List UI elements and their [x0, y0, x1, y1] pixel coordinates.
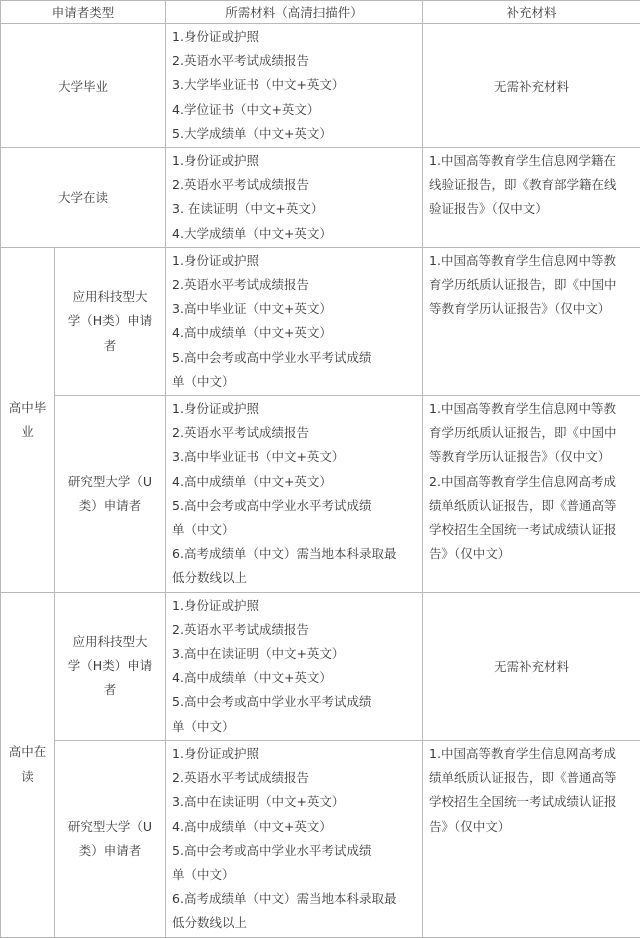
- supplement-line: 1.中国高等教育学生信息网中等教: [429, 249, 634, 273]
- material-item: 1.身份证或护照: [172, 149, 422, 173]
- applicant-type-cell: 高中毕 业: [1, 247, 55, 592]
- material-item: 1.身份证或护照: [172, 742, 422, 766]
- material-item: 4.高中成绩单（中文+英文）: [172, 815, 422, 839]
- supplement-line: 绩单纸质认证报告，即《普通高等: [429, 766, 634, 790]
- material-item: 3. 在读证明（中文+英文）: [172, 197, 422, 221]
- row-university-graduate: [1, 24, 640, 148]
- material-item: 4.高中成绩单（中文+英文）: [172, 470, 422, 494]
- required-materials-cell: [166, 592, 423, 740]
- material-item: 2.英语水平考试成绩报告: [172, 766, 422, 790]
- row-university-enrolled: [1, 148, 640, 248]
- material-item: 1.身份证或护照: [172, 249, 422, 273]
- supplementary-cell: [423, 247, 640, 395]
- header-supplementary-materials: 补充材料: [423, 1, 640, 24]
- applicant-type-cell: 大学毕业: [1, 24, 166, 148]
- supplement-line: 验证报告》（仅中文）: [429, 197, 634, 221]
- material-item: 2.英语水平考试成绩报告: [172, 49, 422, 73]
- material-item: 4.高中成绩单（中文+英文）: [172, 321, 422, 345]
- material-item: 3.高中毕业证书（中文+英文）: [172, 445, 422, 469]
- material-item: 5.高中会考或高中学业水平考试成绩: [172, 494, 422, 518]
- applicant-type-cell: 大学在读: [1, 148, 166, 248]
- material-item: 单（中文）: [172, 715, 422, 739]
- material-item: 5.大学成绩单（中文+英文）: [172, 122, 422, 146]
- material-item: 2.英语水平考试成绩报告: [172, 618, 422, 642]
- material-item: 2.英语水平考试成绩报告: [172, 421, 422, 445]
- supplement-line: 线验证报告，即《教育部学籍在线: [429, 173, 634, 197]
- supplement-line: 1.中国高等教育学生信息网学籍在: [429, 149, 634, 173]
- material-item: 2.英语水平考试成绩报告: [172, 273, 422, 297]
- row-highschool-graduate-u: [1, 396, 640, 593]
- material-item: 低分数线以上: [172, 566, 422, 590]
- material-item: 单（中文）: [172, 370, 422, 394]
- supplement-line: 学校招生全国统一考试成绩认证报: [429, 518, 634, 542]
- applicant-type-cell: 高中在 读: [1, 592, 55, 937]
- header-required-materials: 所需材料（高清扫描件）: [166, 1, 423, 24]
- material-item: 1.身份证或护照: [172, 25, 422, 49]
- supplementary-cell: [423, 396, 640, 593]
- material-item: 4.学位证书（中文+英文）: [172, 98, 422, 122]
- required-materials-cell: [166, 247, 423, 395]
- material-item: 6.高考成绩单（中文）需当地本科录取最: [172, 887, 422, 911]
- material-item: 低分数线以上: [172, 911, 422, 935]
- applicant-subtype-cell: 研究型大学（U 类）申请者: [55, 396, 166, 593]
- material-item: 5.高中会考或高中学业水平考试成绩: [172, 346, 422, 370]
- material-item: 5.高中会考或高中学业水平考试成绩: [172, 690, 422, 714]
- supplement-line: 育学历纸质认证报告，即《中国中: [429, 273, 634, 297]
- material-item: 单（中文）: [172, 863, 422, 887]
- supplementary-cell: [423, 740, 640, 937]
- header-applicant-type: 申请者类型: [1, 1, 166, 24]
- material-item: 3.高中在读证明（中文+英文）: [172, 642, 422, 666]
- material-item: 3.大学毕业证书（中文+英文）: [172, 73, 422, 97]
- material-item: 6.高考成绩单（中文）需当地本科录取最: [172, 542, 422, 566]
- applicant-subtype-cell: 研究型大学（U 类）申请者: [55, 740, 166, 937]
- material-item: 5.高中会考或高中学业水平考试成绩: [172, 839, 422, 863]
- material-item: 3.高中毕业证（中文+英文）: [172, 297, 422, 321]
- material-item: 单（中文）: [172, 518, 422, 542]
- required-materials-cell: [166, 148, 423, 248]
- material-item: 1.身份证或护照: [172, 397, 422, 421]
- required-materials-cell: [166, 24, 423, 148]
- supplement-line: 告》（仅中文）: [429, 815, 634, 839]
- applicant-subtype-cell: 应用科技型大 学（H类）申请 者: [55, 592, 166, 740]
- row-highschool-enrolled-u: [1, 740, 640, 937]
- applicant-subtype-cell: 应用科技型大 学（H类）申请 者: [55, 247, 166, 395]
- supplement-line: 等教育学历认证报告》（仅中文）: [429, 445, 634, 469]
- material-item: 1.身份证或护照: [172, 594, 422, 618]
- supplementary-cell: 无需补充材料: [423, 24, 640, 148]
- material-item: 4.高中成绩单（中文+英文）: [172, 666, 422, 690]
- supplement-line: 1.中国高等教育学生信息网中等教: [429, 397, 634, 421]
- supplementary-cell: [423, 148, 640, 248]
- supplement-line: 2.中国高等教育学生信息网高考成: [429, 470, 634, 494]
- supplement-line: 1.中国高等教育学生信息网高考成: [429, 742, 634, 766]
- required-materials-cell: [166, 740, 423, 937]
- supplement-line: 告》（仅中文）: [429, 542, 634, 566]
- required-materials-cell: [166, 396, 423, 593]
- supplement-line: 绩单纸质认证报告，即《普通高等: [429, 494, 634, 518]
- header-row: [1, 1, 640, 24]
- supplement-line: 育学历纸质认证报告，即《中国中: [429, 421, 634, 445]
- supplement-line: 等教育学历认证报告》（仅中文）: [429, 297, 634, 321]
- supplementary-cell: 无需补充材料: [423, 592, 640, 740]
- material-item: 2.英语水平考试成绩报告: [172, 173, 422, 197]
- material-item: 3.高中在读证明（中文+英文）: [172, 790, 422, 814]
- material-item: 4.大学成绩单（中文+英文）: [172, 222, 422, 246]
- row-highschool-enrolled-h: [1, 592, 640, 740]
- supplement-line: 学校招生全国统一考试成绩认证报: [429, 790, 634, 814]
- row-highschool-graduate-h: [1, 247, 640, 395]
